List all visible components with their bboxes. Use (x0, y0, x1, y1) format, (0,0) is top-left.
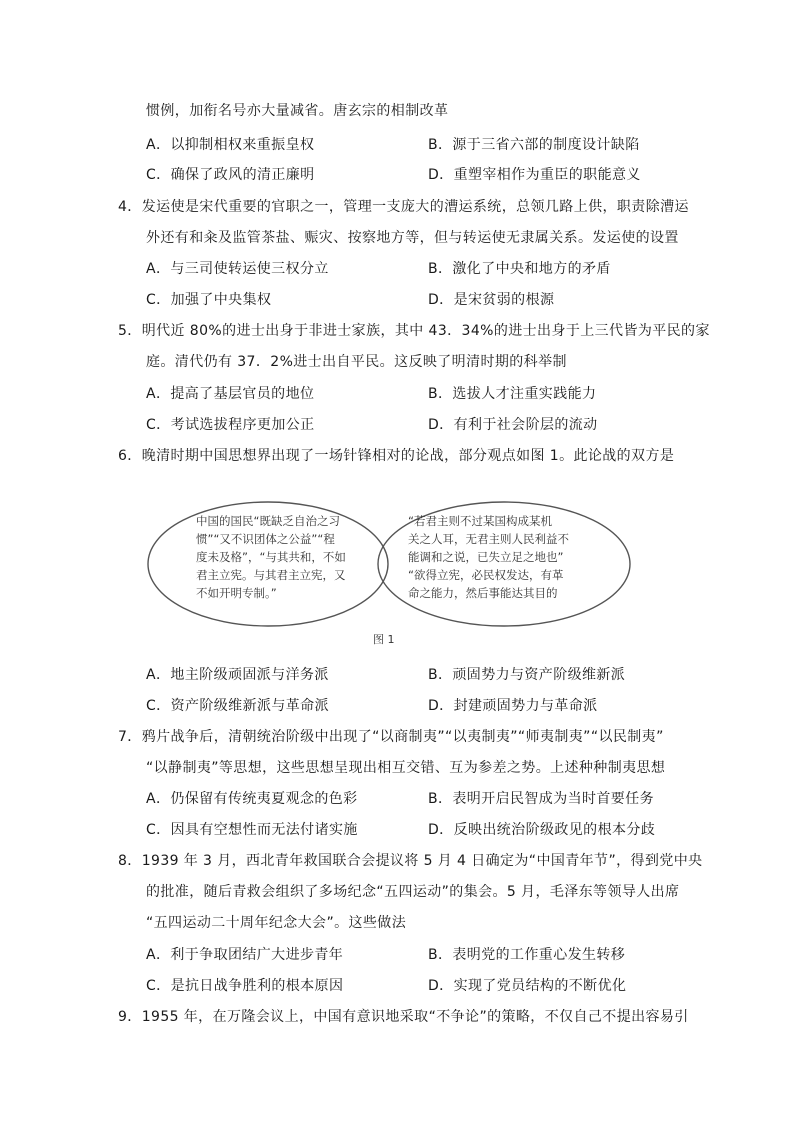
q8-stem-line-2: 的批准，随后青救会组织了多场纪念“五四运动”的集会。5 月，毛泽东等领导人出席 (146, 884, 680, 900)
q8-option-a[interactable]: A．利于争取团结广大进步青年 (146, 947, 344, 963)
q8-option-d[interactable]: D．实现了党员结构的不断优化 (428, 978, 627, 994)
q8-stem-line-1: 8．1939 年 3 月，西北青年救国联合会提议将 5 月 4 日确定为“中国青年节”，得到党中央 (118, 853, 703, 869)
q7-option-b[interactable]: B．表明开启民智成为当时首要任务 (428, 791, 655, 807)
figure-1-venn (146, 500, 634, 628)
figure-right-line-5: 命之能力，然后事能达其目的 (408, 586, 558, 600)
figure-right-line-4: “欲得立宪，必民权发达，有革 (408, 568, 564, 582)
q7-stem-line-1: 7．鸦片战争后，清朝统治阶级中出现了“以商制夷”“以夷制夷”“师夷制夷”“以民制夷” (118, 729, 664, 745)
q4-option-c[interactable]: C．加强了中央集权 (146, 292, 272, 308)
q8-option-b[interactable]: B．表明党的工作重心发生转移 (428, 947, 626, 963)
q5-option-c[interactable]: C．考试选拔程序更加公正 (146, 417, 315, 433)
q7-option-d[interactable]: D．反映出统治阶级政见的根本分歧 (428, 822, 656, 838)
q8-option-c[interactable]: C．是抗日战争胜利的根本原因 (146, 978, 344, 994)
q3-option-a[interactable]: A．以抑制相权来重振皇权 (146, 137, 315, 153)
q5-stem-line-1: 5．明代近 80%的进士出身于非进士家族，其中 43．34%的进士出身于上三代皆为平民的家 (118, 323, 710, 339)
figure-right-line-2: 关之人耳，无君主则人民利益不 (408, 532, 569, 546)
figure-left-line-1: 中国的国民“既缺乏自治之习 (196, 514, 340, 528)
q5-option-a[interactable]: A．提高了基层官员的地位 (146, 386, 315, 402)
figure-left-line-2: 惯”“又不识团体之公益”“程 (196, 532, 335, 546)
figure-right-line-1: “若君主则不过某国构成某机 (408, 514, 552, 528)
q5-option-d[interactable]: D．有利于社会阶层的流动 (428, 417, 598, 433)
q3-option-c[interactable]: C．确保了政风的清正廉明 (146, 167, 315, 183)
q7-option-a[interactable]: A．仍保留有传统夷夏观念的色彩 (146, 791, 358, 807)
q6-option-b[interactable]: B．顽固势力与资产阶级维新派 (428, 667, 626, 683)
q9-stem-line: 9．1955 年，在万隆会议上，中国有意识地采取“不争论”的策略，不仅自己不提出容易引 (118, 1009, 689, 1025)
q4-option-b[interactable]: B．激化了中央和地方的矛盾 (428, 261, 611, 277)
q4-option-d[interactable]: D．是宋贫弱的根源 (428, 292, 555, 308)
q3-stem-line: 惯例，加衔名号亦大量减省。唐玄宗的相制改革 (146, 103, 449, 119)
q3-option-b[interactable]: B．源于三省六部的制度设计缺陷 (428, 137, 640, 153)
figure-left-line-3: 度未及格”，“与其共和，不如 (196, 550, 346, 564)
q6-option-a[interactable]: A．地主阶级顽固派与洋务派 (146, 667, 329, 683)
q4-option-a[interactable]: A．与三司使转运使三权分立 (146, 261, 329, 277)
q6-option-d[interactable]: D．封建顽固势力与革命派 (428, 698, 598, 714)
q5-stem-line-2: 庭。清代仍有 37．2%进士出自平民。这反映了明清时期的科举制 (146, 354, 567, 370)
q4-stem-line-1: 4．发运使是宋代重要的官职之一，管理一支庞大的漕运系统，总领几路上供，职责除漕运 (118, 199, 689, 215)
figure-caption: 图 1 (373, 633, 395, 646)
figure-right-line-3: 能调和之说，已失立足之地也” (408, 550, 564, 564)
q6-stem-line: 6．晚清时期中国思想界出现了一场针锋相对的论战，部分观点如图 1。此论战的双方是 (118, 448, 675, 464)
q7-stem-line-2: “以静制夷”等思想，这些思想呈现出相互交错、互为参差之势。上述种种制夷思想 (146, 760, 666, 776)
figure-left-line-5: 不如开明专制。” (196, 586, 277, 600)
figure-left-line-4: 君主立宪。与其君主立宪，又 (196, 568, 346, 582)
q3-option-d[interactable]: D．重塑宰相作为重臣的职能意义 (428, 167, 641, 183)
q8-stem-line-3: “五四运动二十周年纪念大会”。这些做法 (146, 915, 407, 931)
q5-option-b[interactable]: B．选拔人才注重实践能力 (428, 386, 597, 402)
q6-option-c[interactable]: C．资产阶级维新派与革命派 (146, 698, 329, 714)
q7-option-c[interactable]: C．因具有空想性而无法付诸实施 (146, 822, 358, 838)
q4-stem-line-2: 外还有和籴及监管茶盐、赈灾、按察地方等，但与转运使无隶属关系。发运使的设置 (146, 230, 679, 246)
